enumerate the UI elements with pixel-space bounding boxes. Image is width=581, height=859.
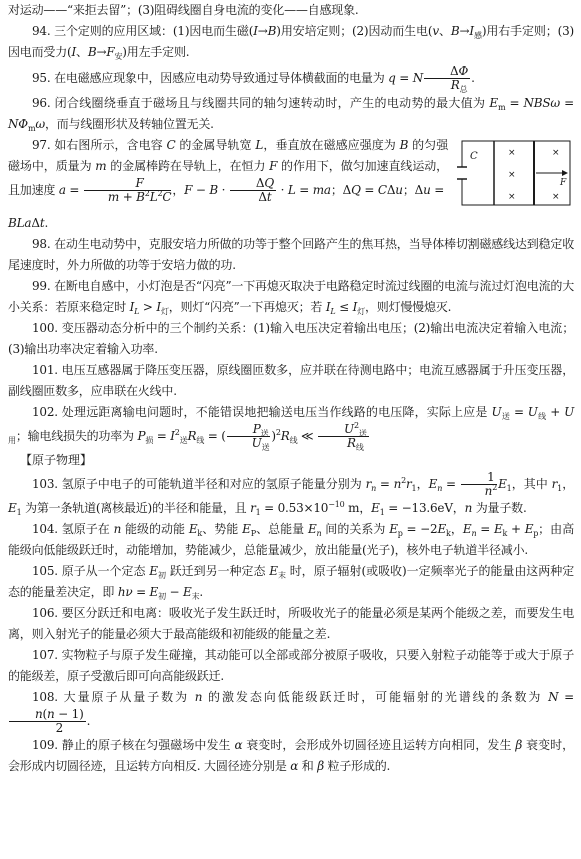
svg-text:×: × bbox=[508, 192, 516, 202]
svg-text:×: × bbox=[552, 148, 560, 158]
item-99: 99. 在断电自感中，小灯泡是否“闪亮”一下再熄灭取决于电路稳定时流过线圈的电流与流过灯泡电流的大小关系：若原来稳定时 $I_L > I_灯$，则灯“闪亮”一下再熄灭；若 $I_L \le I_灯$，则灯慢慢熄灭. bbox=[8, 279, 574, 316]
item-96: 96. 闭合线圈绕垂直于磁场且与线圈共同的轴匀速转动时，产生的电动势的最大值为 $E_m = NBS\omega = N\Phi_m\omega$，而与线圈形状及转轴位置无关. bbox=[8, 96, 574, 133]
item-100: 100. 变压器动态分析中的三个制约关系：(1)输入电压决定着输出电压；(2)输出电流决定着输入电流；(3)输出功率决定着输入功率. bbox=[8, 321, 574, 356]
item-98: 98. 在动生电动势中，克服安培力所做的功等于整个回路产生的焦耳热，当导体棒切割磁感线达到稳定收尾速度时，外力所做的功等于安培力做的功. bbox=[8, 237, 574, 272]
item-107: 107. 实物粒子与原子发生碰撞，其动能可以全部或部分被原子吸收，只要入射粒子动能等于或大于原子的能级差，原子受激后即可向高能级跃迁. bbox=[8, 648, 574, 683]
svg-text:×: × bbox=[508, 148, 516, 158]
item-101: 101. 电压互感器属于降压变压器，原线圈匝数多，应并联在待测电路中；电流互感器属于升压变压器，副线圈匝数多，应串联在火线中. bbox=[8, 363, 574, 398]
svg-text:×: × bbox=[552, 192, 560, 202]
svg-text:F: F bbox=[560, 178, 567, 188]
item-108: 108. 大量原子从量子数为 n 的激发态向低能级跃迁时，可能辐射的光谱线的条数为 N = $\frac{n(n - 1)}{2}$ . bbox=[8, 687, 574, 735]
capacitor-rail-figure bbox=[456, 137, 574, 211]
item-97-tail: BLaΔt. bbox=[8, 216, 49, 230]
item-97: 97. 如右图所示，含电容 C 的金属导轨宽 L，垂直放在磁感应强度为 B 的匀强磁场中，质量为 m 的金属棒跨在导轨上，在恒力 F 的作用下，做匀加速直线运动，且加速度 a = $\frac{F}{m + B^2L^2C}$ ，F − B · $\frac{\Delta Q}{\Delta t}$ · L = ma；ΔQ = CΔu；Δu = bbox=[8, 138, 449, 204]
item-105: 105. 原子从一个定态 $E_初$ 跃迁到另一种定态 $E_末$ 时，原子辐射(或吸收)一定频率光子的能量由这两种定态的能量差决定，即 $h\nu = E_初 - E_末$. bbox=[8, 564, 575, 601]
item-94: 94. 三个定则的应用区域：(1)因电而生磁(I→B)用安培定则；(2)因动而生电(v、$B\to I_感$)用右手定则；(3)因电而受力(I、$B\to F_安$)用左手定则. bbox=[8, 24, 574, 61]
section-heading-atomic-physics: 【原子物理】 bbox=[20, 453, 93, 467]
svg-text:×: × bbox=[508, 170, 516, 180]
document-page bbox=[8, 0, 574, 777]
item-103: 103. 氢原子中电子的可能轨道半径和对应的氢原子能量分别为 $r_n = n^2r_1$，$E_n$ = $\frac{1}{n^2}$ $E_1$，其中 $r_1$，$E_1$ 为第一条轨道(离核最近)的半径和能量，且 $r_1 = 0.53\times 10^{-10}$ m，$E_1 = -13.6eV$，n 为量子数. bbox=[8, 470, 575, 517]
item-109: 109. 静止的原子核在匀强磁场中发生 α 衰变时，会形成外切圆径迹且运转方向相同，发生 β 衰变时，会形成内切圆径迹，且运转方向相反. 大圆径迹分别是 α 和 β 粒子形成的. bbox=[8, 738, 574, 773]
item-106: 106. 要区分跃迁和电离：吸收光子发生跃迁时，所吸收光子的能量必须是某两个能级之差，而要发生电离，则入射光子的能量必须大于最高能级和初能级的能量之差. bbox=[8, 606, 574, 641]
item-95: 95. 在电磁感应现象中，因感应电动势导致通过导体横截面的电量为 q = N $\frac{\Delta\Phi}{R_总}$ . bbox=[32, 64, 475, 94]
item-102: 102. 处理远距离输电问题时，不能错误地把输送电压当作线路的电压降，实际上应是 $U_送 = U_线 + U_用$；输电线损失的功率为 $P_损 = I^2_送R_线$ = ( $\frac{P_送}{U_送}$ )$^2R_线$ ≪ $\frac{U^2_送}{R_线}$ bbox=[8, 405, 574, 452]
svg-text:C: C bbox=[470, 151, 478, 162]
item-104: 104. 氢原子在 n 能级的动能 $E_k$、势能 $E_P$、总能量 $E_n$ 间的关系为 $E_p = -2E_k$，$E_n = E_k + E_p$；由高能级向低能级跃迁时，动能增加，势能减少，总能量减少，放出能量(光子)，核外电子轨道半径减小. bbox=[8, 522, 574, 557]
text-line-continuation: 对运动——“来拒去留”；(3)阻碍线圈自身电流的变化——自感现象. bbox=[8, 3, 359, 17]
